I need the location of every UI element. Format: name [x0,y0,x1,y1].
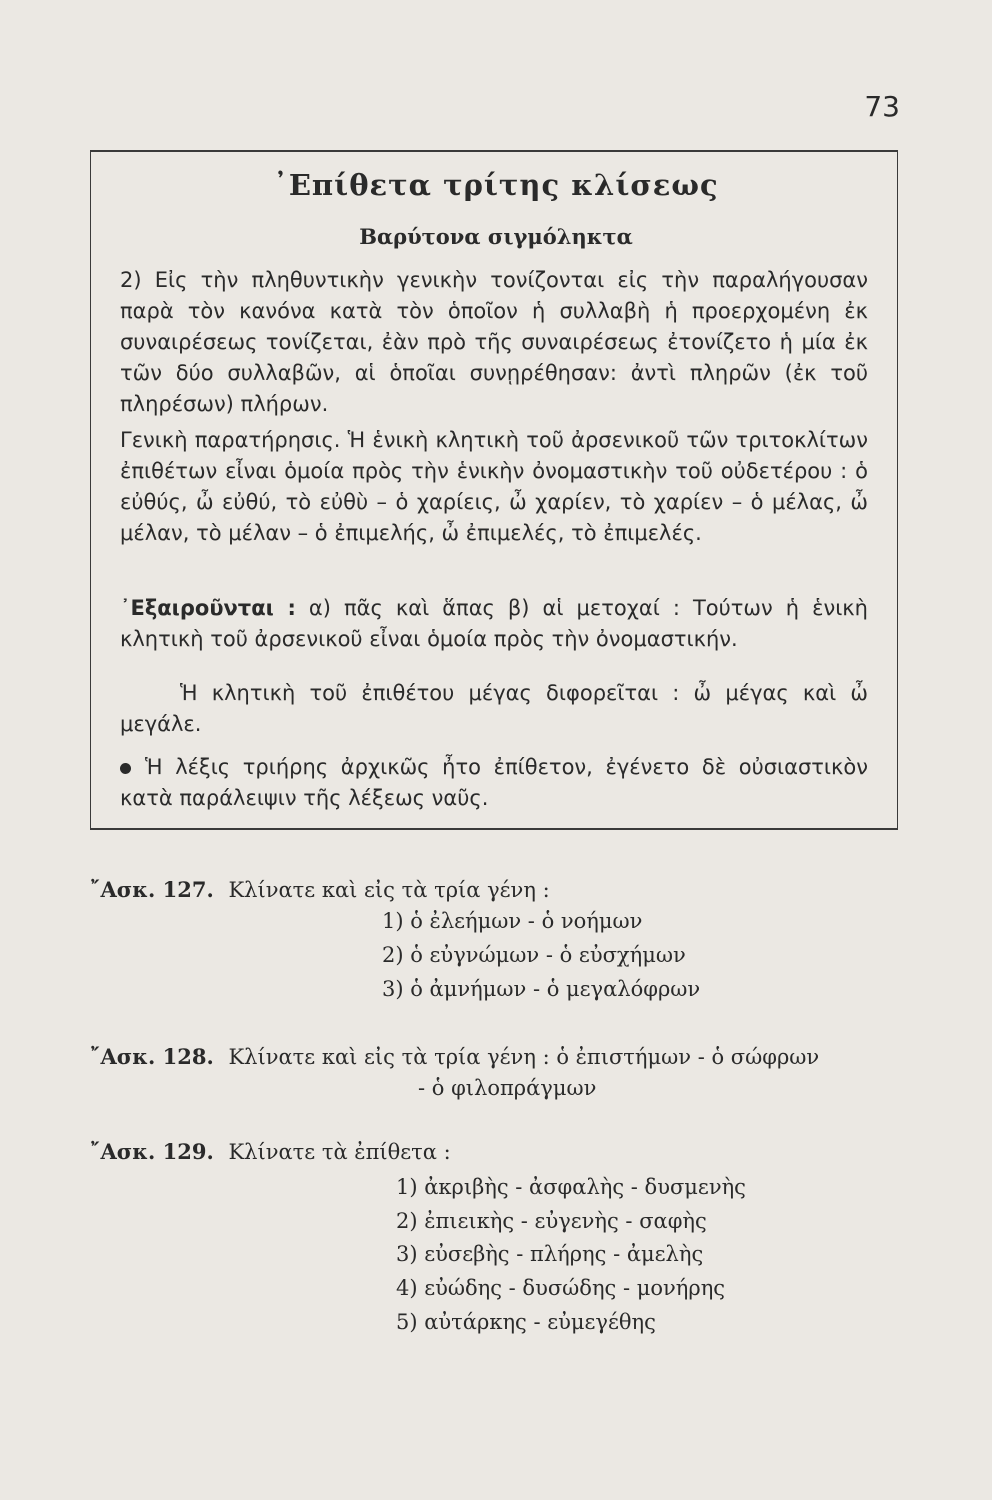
exercise-129-item: 2) ἐπιεικὴς - εὐγενὴς - σαφὴς [396,1209,707,1233]
exercise-129-item: 5) αὐτάρκης - εὐμεγέθης [396,1310,656,1334]
page-number: 73 [864,90,900,123]
exercise-129-text: Κλίνατε τὰ ἐπίθετα : [228,1140,451,1164]
exceptions-paragraph [120,593,868,655]
exceptions-text: α) πᾶς καὶ ἅπας β) αἱ μετοχαί : Τούτων ἡ ἑνικὴ κλητικὴ τοῦ ἀρσενικοῦ εἶναι ὁμοία πρὸς τὴν ὀνομαστικήν. [120,596,868,651]
exercise-127-item: 1) ὁ ἐλεήμων - ὁ νοήμων [382,909,643,933]
bullet-icon [120,763,131,774]
trieres-text: Ἡ λέξις τριήρης ἀρχικῶς ἦτο ἐπίθετον, ἐγένετο δὲ οὐσιαστικὸν κατὰ παράλειψιν τῆς λέξεως ναῦς. [120,755,868,810]
vocative-megas-paragraph: Ἡ κλητικὴ τοῦ ἐπιθέτου μέγας διφορεῖται : ὦ μέγας καὶ ὦ μεγάλε. [120,681,868,736]
exercise-127 [90,874,550,906]
exercise-129-item: 1) ἀκριβὴς - ἀσφαλὴς - δυσμενὴς [396,1175,746,1199]
exceptions-label: ᾿Εξαιροῦνται : [120,596,296,620]
exercise-128 [90,1041,819,1073]
exercise-127-item: 3) ὁ ἀμνήμων - ὁ μεγαλόφρων [382,977,701,1001]
general-remark-paragraph: Γενικὴ παρατήρησις. Ἡ ἑνικὴ κλητικὴ τοῦ ἀρσενικοῦ τῶν τριτοκλίτων ἐπιθέτων εἶναι ὁμοία πρὸς τὴν ἑνικὴν ὀνομαστικὴν τοῦ οὐδετέρου : ὁ εὐθύς, ὦ εὐθύ, τὸ εὐθὺ – ὁ χαρίεις, ὦ χαρίεν, τὸ χαρίεν – ὁ μέλας, ὦ μέλαν, τὸ μέλαν – ὁ ἐπιμελής, ὦ ἐπιμελές, τὸ ἐπιμελές. [120,428,868,545]
box-subtitle: Βαρύτονα σιγμόληκτα [359,224,633,249]
trieres-paragraph [120,752,868,814]
exercise-128-text: Κλίνατε καὶ εἰς τὰ τρία γένη : ὁ ἐπιστήμων - ὁ σώφρων [228,1045,820,1069]
box-title: ᾿Επίθετα τρίτης κλίσεως [273,168,719,202]
exercise-129 [90,1136,451,1168]
exercise-128-label: ῎Ασκ. 128. [90,1044,214,1069]
exercise-127-item: 2) ὁ εὐγνώμων - ὁ εὐσχήμων [382,943,686,967]
exercise-128-continuation: - ὁ φιλοπράγμων [418,1076,597,1100]
exercise-129-item: 3) εὐσεβὴς - πλήρης - ἀμελὴς [396,1242,704,1266]
exercise-129-item: 4) εὐώδης - δυσώδης - μονήρης [396,1276,726,1300]
exercise-129-label: ῎Ασκ. 129. [90,1139,214,1164]
exercise-127-label: ῎Ασκ. 127. [90,877,214,902]
exercise-127-text: Κλίνατε καὶ εἰς τὰ τρία γένη : [228,878,550,902]
rule-paragraph-1: 2) Εἰς τὴν πληθυντικὴν γενικὴν τονίζονται εἰς τὴν παραλήγουσαν παρὰ τὸν κανόνα κατὰ τὸν ὁποῖον ἡ συλλαβὴ ἡ προερχομένη ἐκ συναιρέσεως τονίζεται, ἐὰν πρὸ τῆς συναιρέσεως ἐτονίζετο ἡ μία ἐκ τῶν δύο συλλαβῶν, αἱ ὁποῖαι συνῃρέθησαν: ἀντὶ πληρῶν (ἐκ τοῦ πληρέσων) πλήρων. [120,268,868,416]
